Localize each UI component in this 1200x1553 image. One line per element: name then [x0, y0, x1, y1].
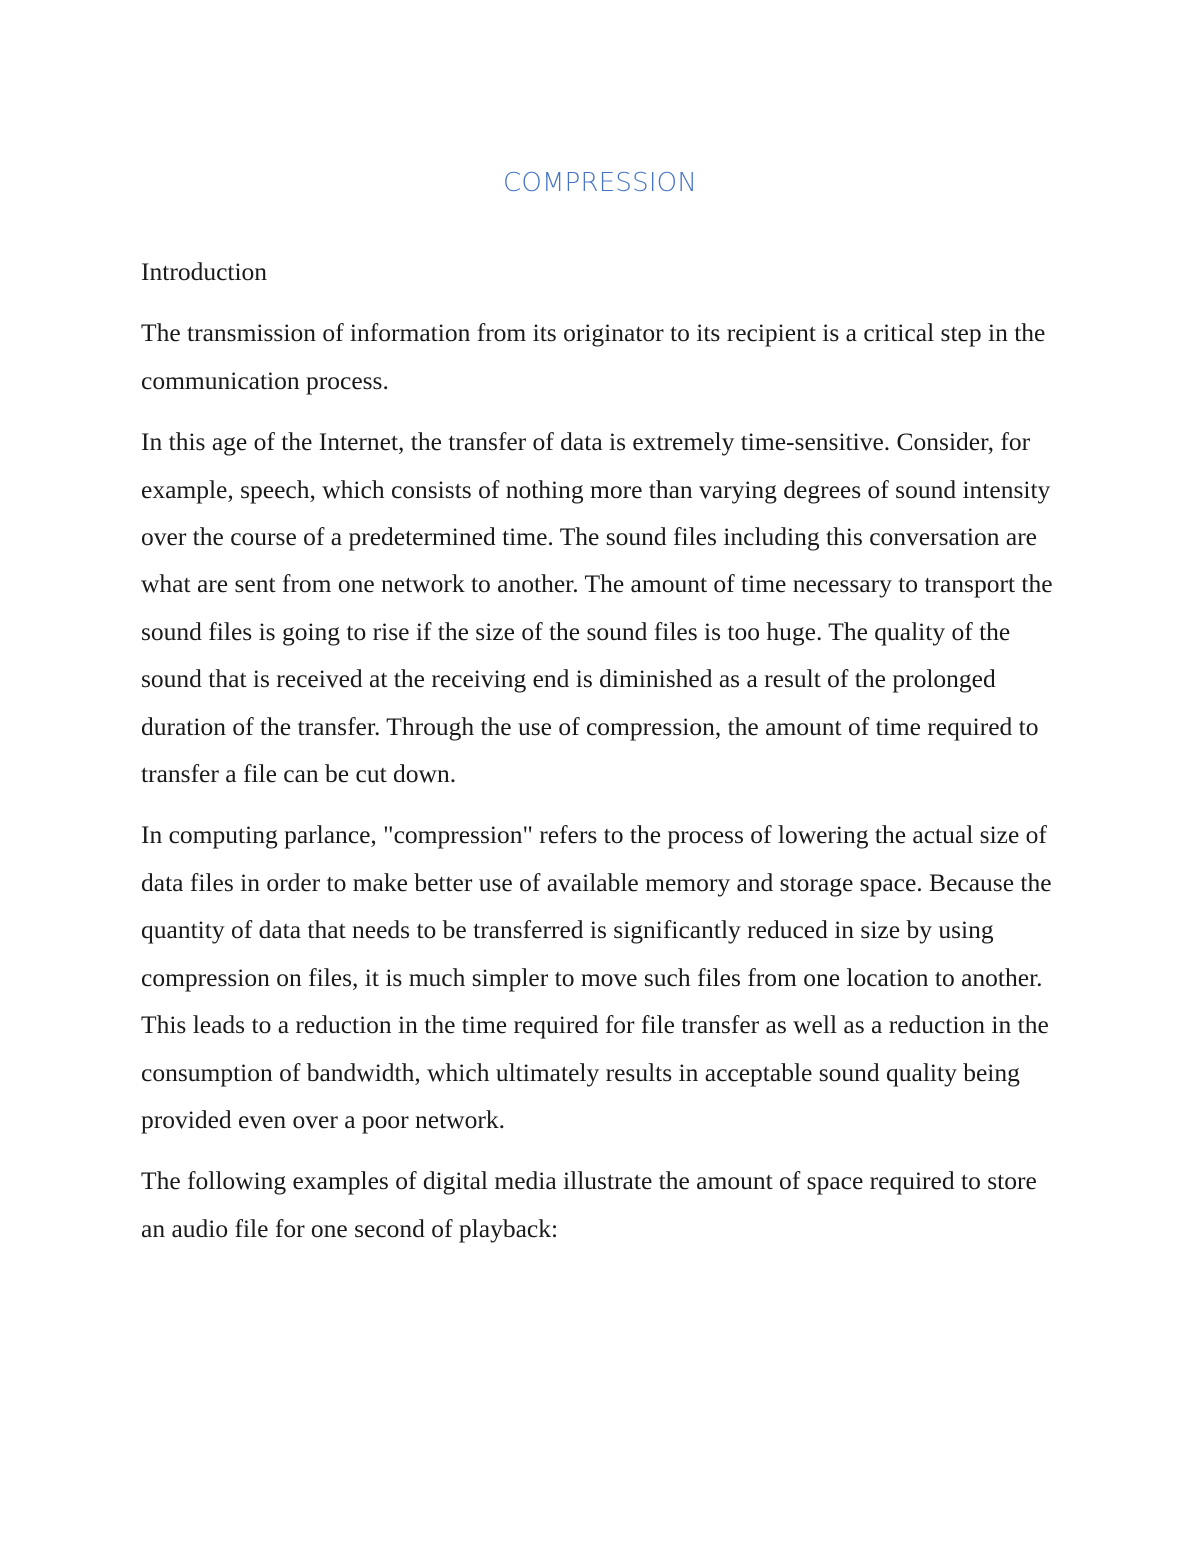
paragraph-3: In computing parlance, "compression" refers to the process of lowering the actual size of data files in order to make better use of available memory and storage space. Because the quantity of data that needs to be transferred is significantly reduced in size by using compression on files, it is much simpler to move such files from one location to another. This leads to a reduction in the time required for file transfer as well as a reduction in the consumption of bandwidth, which ultimately results in acceptable sound quality being provided even over a poor network.: [141, 820, 1052, 1134]
document-body: [141, 248, 1066, 1266]
paragraph-4: The following examples of digital media illustrate the amount of space required to store an audio file for one second of playback:: [141, 1166, 1037, 1243]
document-title: COMPRESSION: [502, 168, 697, 198]
section-heading: Introduction: [141, 257, 268, 286]
paragraph-2: In this age of the Internet, the transfer of data is extremely time-sensitive. Consider, for example, speech, which consists of nothing more than varying degrees of sound intensity over the course of a predetermined time. The sound files including this conversation are what are sent from one network to another. The amount of time necessary to transport the sound files is going to rise if the size of the sound files is too huge. The quality of the sound that is received at the receiving end is diminished as a result of the prolonged duration of the transfer. Through the use of compression, the amount of time required to transfer a file can be cut down.: [141, 427, 1053, 789]
paragraph-1: The transmission of information from its originator to its recipient is a critical step in the communication process.: [141, 318, 1046, 395]
